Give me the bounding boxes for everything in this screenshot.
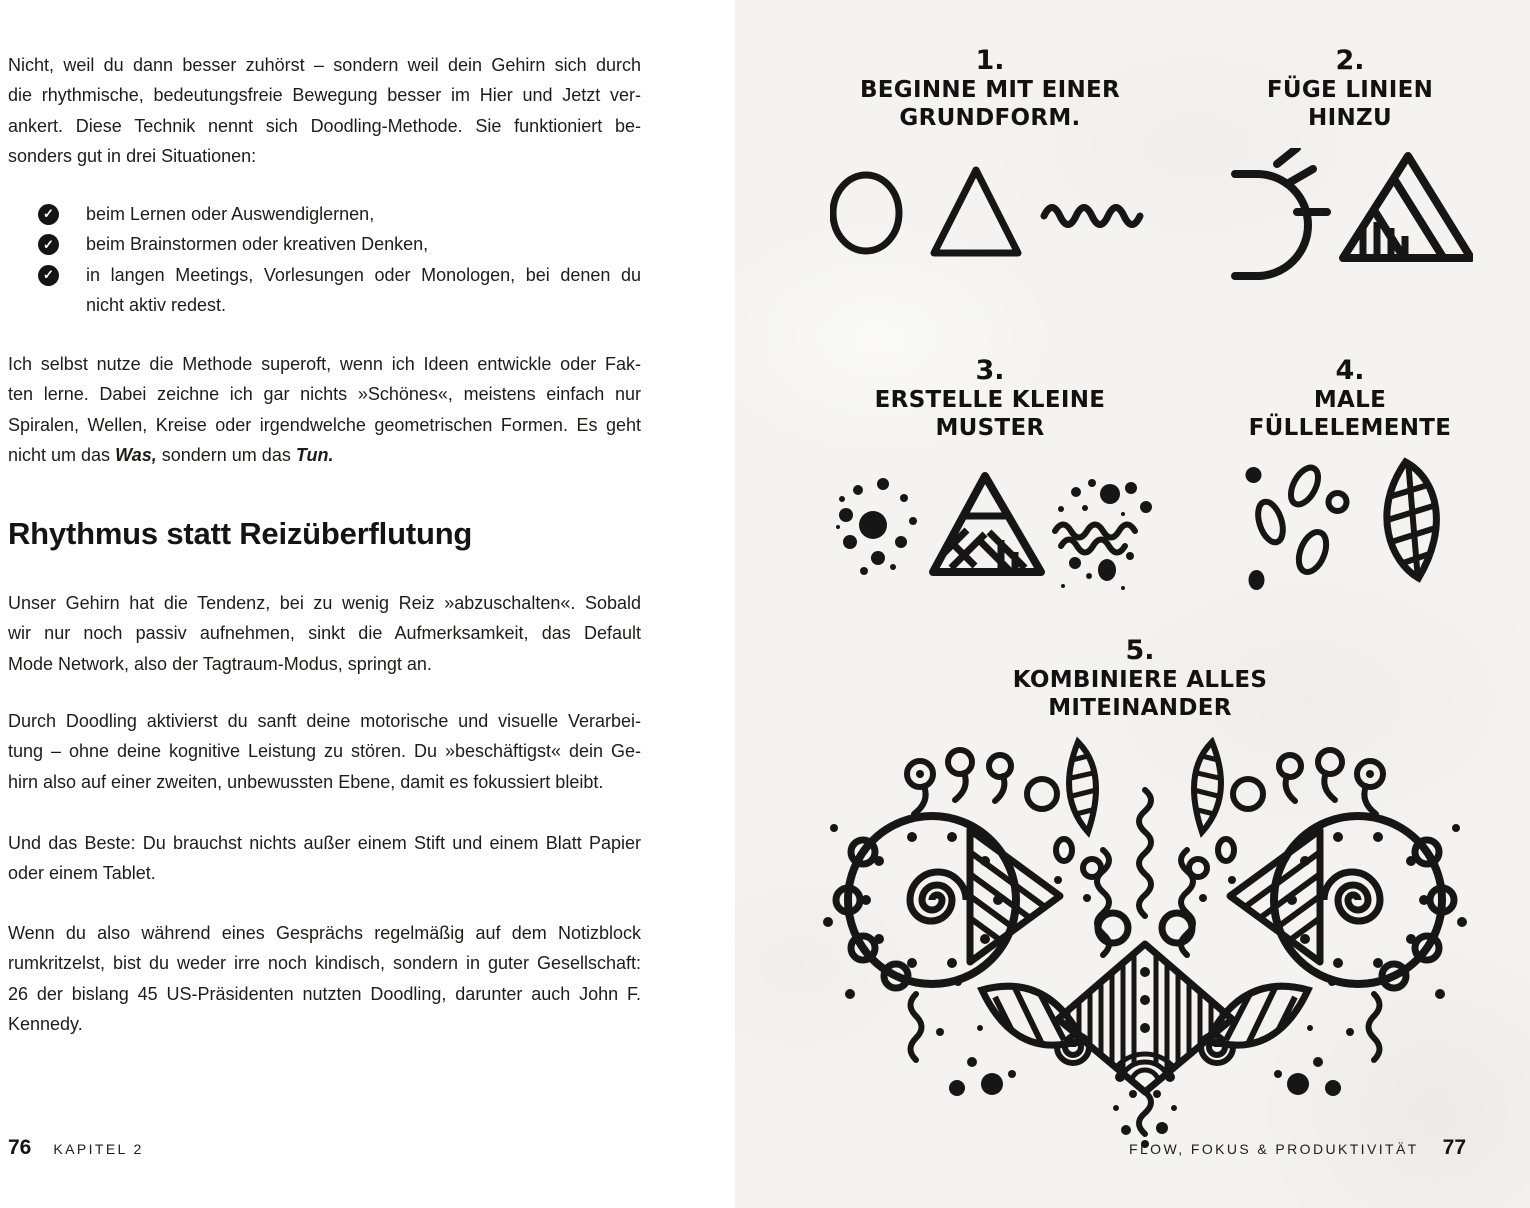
- step-2-line: FÜGE LINIEN: [1266, 77, 1434, 103]
- step-5-title: [970, 636, 1310, 722]
- text-line: Spiralen, Wellen, Kreise oder irgendwelche geometrischen Formen. Es geht: [8, 414, 641, 435]
- paragraph: [8, 918, 641, 1040]
- doodle-step2-lines-added: [1223, 148, 1473, 333]
- text-line: Unser Gehirn hat die Tendenz, bei zu wenig Reiz »abzuschalten«. Sobald: [8, 593, 641, 613]
- text-line: nicht um das Was, sondern um das Tun.: [8, 445, 334, 466]
- left-page: [0, 0, 735, 1208]
- section-heading: Rhythmus statt Reizüberflutung: [8, 516, 473, 551]
- right-page: [735, 0, 1530, 1208]
- check-circle-icon: ✓: [38, 265, 59, 286]
- step-4-number: 4.: [1335, 355, 1365, 386]
- chapter-title: FLOW, FOKUS & PRODUKTIVITÄT: [1129, 1141, 1419, 1157]
- check-circle-icon: ✓: [38, 234, 59, 255]
- step-2-number: 2.: [1335, 45, 1365, 76]
- step-3-number: 3.: [975, 355, 1005, 386]
- step-1-line: BEGINNE MIT EINER: [859, 77, 1121, 103]
- paragraph: [8, 706, 641, 797]
- text-line: Kennedy.: [8, 1014, 83, 1035]
- doodle-step5-combined: [820, 732, 1470, 1152]
- paragraph: [8, 349, 641, 471]
- step-5-line: MITEINANDER: [1048, 695, 1232, 721]
- text-line: Ich selbst nutze die Methode superoft, wenn ich Ideen entwickle oder Fak-: [8, 354, 641, 374]
- chapter-label: KAPITEL 2: [53, 1141, 144, 1157]
- text-line: Mode Network, also der Tagtraum-Modus, springt an.: [8, 653, 432, 674]
- checklist: [8, 199, 641, 321]
- step-1-line: GRUNDFORM.: [899, 105, 1081, 131]
- step-1-number: 1.: [975, 45, 1005, 76]
- text-line: nicht aktiv redest.: [86, 295, 227, 316]
- step-4-line: MALE: [1313, 387, 1387, 413]
- text-line: rumkritzelst, bist du weder irre noch kindisch, sondern in guter Gesellschaft:: [8, 953, 641, 974]
- step-5-line: KOMBINIERE ALLES: [1012, 667, 1268, 693]
- text-line: hirn also auf einer zweiten, unbewussten Ebene, damit es fokussiert bleibt.: [8, 771, 604, 792]
- step-3-title: [815, 356, 1165, 442]
- text-line: ankert. Diese Technik nennt sich Doodling-Methode. Sie funktioniert be-: [8, 115, 641, 136]
- doodle-step3-small-patterns: [833, 468, 1163, 593]
- text-line: wir nur noch passiv aufnehmen, sinkt die Aufmerksamkeit, das Default: [8, 623, 641, 644]
- doodle-step4-fill-elements: [1240, 450, 1460, 602]
- checklist-item: [8, 229, 641, 259]
- check-circle-icon: ✓: [38, 204, 59, 225]
- text-line: Und das Beste: Du brauchst nichts außer einem Stift und einem Blatt Papier: [8, 833, 641, 853]
- paragraph: [8, 50, 641, 172]
- text-line: ten lerne. Dabei zeichne ich gar nichts »Schönes«, meistens einfach nur: [8, 384, 641, 405]
- paragraph: [8, 588, 641, 679]
- step-4-line: FÜLLELEMENTE: [1248, 415, 1452, 441]
- checklist-item: [8, 199, 641, 229]
- step-2-title: [1215, 46, 1485, 132]
- page-number: 76: [8, 1136, 32, 1159]
- text-line: 26 der bislang 45 US-Präsidenten nutzten Doodling, darunter auch John F.: [8, 983, 641, 1004]
- text-line: beim Lernen oder Auswendiglernen,: [86, 204, 375, 224]
- doodle-step1-basic-shapes: [830, 158, 1160, 273]
- text-line: oder einem Tablet.: [8, 863, 156, 884]
- text-line: Wenn du also während eines Gesprächs regelmäßig auf dem Notizblock: [8, 923, 641, 943]
- paragraph: [8, 828, 641, 889]
- text-line: Nicht, weil du dann besser zuhörst – sondern weil dein Gehirn sich durch: [8, 55, 641, 75]
- step-5-number: 5.: [1125, 635, 1155, 666]
- right-page-footer: [1129, 1136, 1466, 1160]
- text-line: tung – ohne deine kognitive Leistung zu stören. Du »beschäftigst« dein Ge-: [8, 741, 641, 762]
- step-3-line: MUSTER: [935, 415, 1045, 441]
- step-1-title: [815, 46, 1165, 132]
- step-3-line: ERSTELLE KLEINE: [874, 387, 1106, 413]
- page-number: 77: [1442, 1136, 1466, 1159]
- text-line: beim Brainstormen oder kreativen Denken,: [86, 234, 429, 255]
- left-page-footer: [8, 1136, 144, 1160]
- text-line: sonders gut in drei Situationen:: [8, 146, 257, 167]
- checklist-item: [8, 260, 641, 321]
- step-4-title: [1215, 356, 1485, 442]
- text-line: in langen Meetings, Vorlesungen oder Monologen, bei denen du: [86, 264, 641, 285]
- step-2-line: HINZU: [1308, 105, 1392, 131]
- text-line: Durch Doodling aktivierst du sanft deine motorische und visuelle Verarbei-: [8, 711, 641, 731]
- text-line: die rhythmische, bedeutungsfreie Bewegung besser im Hier und Jetzt ver-: [8, 85, 641, 106]
